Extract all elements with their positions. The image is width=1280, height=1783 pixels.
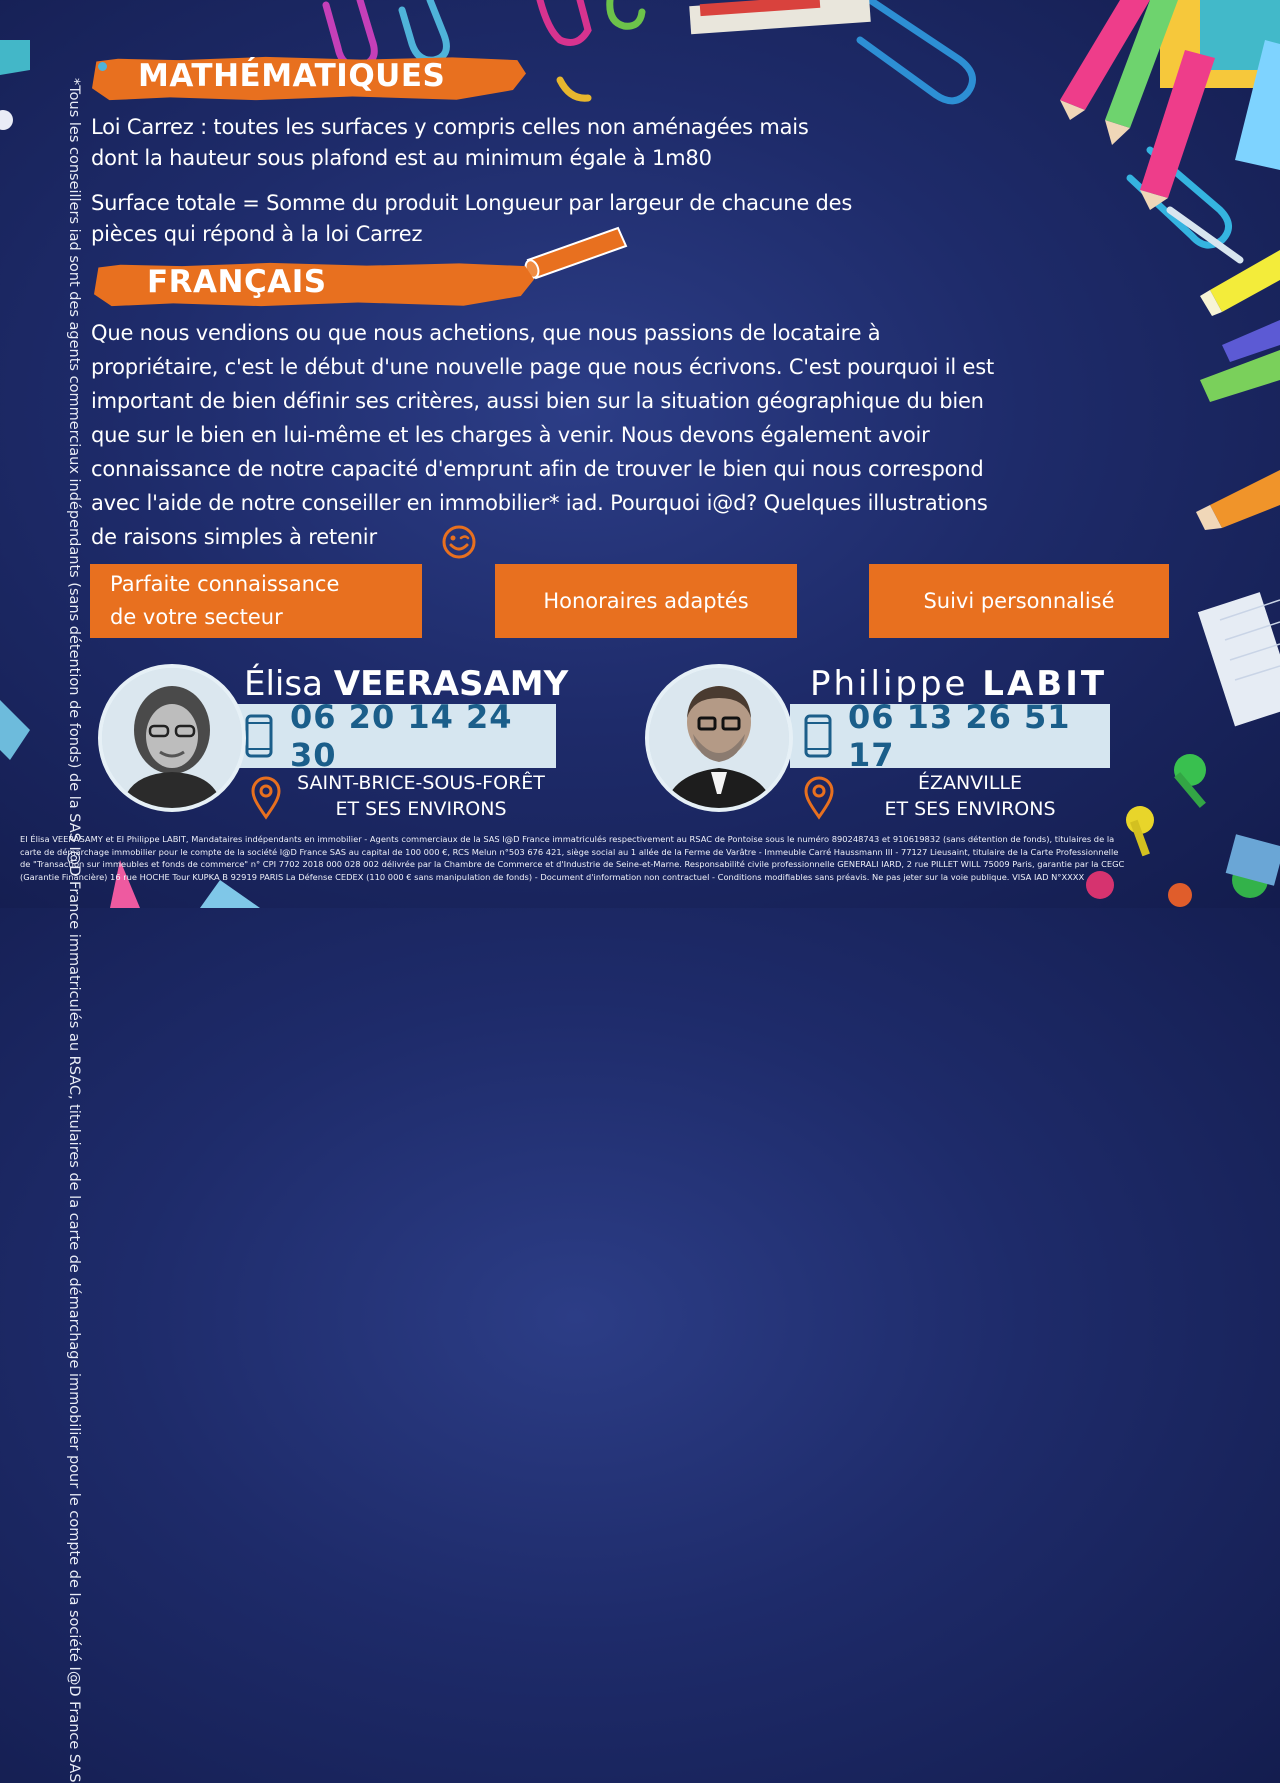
city-elisa <box>284 770 558 822</box>
math-title: MATHÉMATIQUES <box>138 58 446 94</box>
city-philippe <box>870 770 1070 822</box>
last-name-philippe: LABIT <box>982 664 1108 704</box>
math-text-line-3: Surface totale = Somme du produit Longueur par largeur de chacune des <box>91 191 853 215</box>
badge-secteur-line-1: Parfaite connaissance <box>110 572 340 596</box>
phone-box-elisa <box>232 698 556 774</box>
francais-text-line-7: de raisons simples à retenir <box>91 525 377 549</box>
city-elisa-line-2: ET SES ENVIRONS <box>335 798 507 820</box>
avatar-elisa-portrait <box>102 668 242 808</box>
city-philippe-line-1: ÉZANVILLE <box>917 772 1022 794</box>
phone-number-philippe[interactable]: 06 13 26 51 17 <box>848 698 1071 774</box>
first-name-philippe: Philippe <box>810 664 969 704</box>
badge-suivi <box>869 564 1169 638</box>
location-pin-icon <box>803 776 835 820</box>
badge-secteur <box>90 564 422 638</box>
wink-smiley-icon <box>441 524 477 560</box>
name-elisa <box>244 664 568 704</box>
avatar-philippe <box>645 664 793 812</box>
location-pin-icon <box>250 776 282 820</box>
francais-text-line-2: propriétaire, c'est le début d'une nouvelle page que nous écrivons. C'est pourquoi il est <box>91 355 995 379</box>
last-name-elisa: VEERASAMY <box>333 664 569 704</box>
paperclip-icon <box>610 0 642 26</box>
side-disclaimer: *Tous les conseillers iad sont des agents commerciaux indépendants (sans détention de fonds) de la SAS I@D France immatriculés au RSAC, titulaires de la carte de démarchage immobilier pour le compte de la société I@D France SAS <box>66 78 82 1783</box>
city-elisa-line-1: SAINT-BRICE-SOUS-FORÊT <box>297 772 545 794</box>
badge-secteur-line-2: de votre secteur <box>110 605 283 629</box>
chalk-icon <box>520 220 640 280</box>
francais-text-line-4: que sur le bien en lui-même et les charges à venir. Nous devons également avoir <box>91 423 930 447</box>
avatar-philippe-portrait <box>649 668 789 808</box>
legal-notice: EI Élisa VEERASAMY et EI Philippe LABIT, Mandataires indépendants en immobilier - Agents commerciaux de la SAS I@D France immatriculés respectivement au RSAC de Pontoise sous le numéro 890248743 et 910619832 (sans détention de fonds), titulaires de la carte de démarchage immobilier pour le compte de la société I@D France SAS au capital de 100 000 €, RCS Melun n°503 676 421, siège social au 1 allée de la Ferme de Varâtre - Immeuble Carré Haussmann III - 77127 Lieusaint, titulaire de la Carte Professionnelle de "Transaction sur immeubles et fonds de commerce" n° CPI 7702 2018 000 028 002 délivrée par la Chambre de Commerce et d'Industrie de Seine-et-Marne. Responsabilité civile professionnelle GENERALI IARD, 2 rue PILLET WILL 75009 Paris, garantie par la CEGC (Garantie Financière) 16 rue HOCHE Tour KUPKA B 92919 PARIS La Défense CEDEX (110 000 € sans manipulation de fonds) - Document d'information non contractuel - Conditions modifiables sans préavis. Ne pas jeter sur la voie publique. VISA IAD N°XXXX <box>20 834 1125 882</box>
bullet-dot-icon <box>98 62 107 71</box>
francais-text-line-5: connaissance de notre capacité d'emprunt afin de trouver le bien qui nous correspond <box>91 457 984 481</box>
paperclip-icon <box>326 0 374 66</box>
francais-text-line-3: important de bien définir ses critères, aussi bien sur la situation géographique du bien <box>91 389 984 413</box>
paperclip-icon <box>860 0 973 101</box>
badge-honoraires-label: Honoraires adaptés <box>543 588 749 613</box>
math-text-line-2: dont la hauteur sous plafond est au minimum égale à 1m80 <box>91 146 712 170</box>
first-name-elisa: Élisa <box>244 664 323 704</box>
badge-suivi-label: Suivi personnalisé <box>923 588 1115 613</box>
francais-title: FRANÇAIS <box>147 264 327 300</box>
avatar-elisa <box>98 664 246 812</box>
math-text-line-4: pièces qui répond à la loi Carrez <box>91 222 423 246</box>
phone-number-elisa[interactable]: 06 20 14 24 30 <box>290 698 513 774</box>
name-philippe <box>810 664 1107 704</box>
paperclip-icon <box>560 80 588 98</box>
phone-icon <box>803 714 833 758</box>
paperclip-icon <box>540 0 588 42</box>
francais-text-line-6: avec l'aide de notre conseiller en immobilier* iad. Pourquoi i@d? Quelques illustrations <box>91 491 988 515</box>
phone-box-philippe <box>790 698 1110 774</box>
paperclip-icon <box>402 0 446 60</box>
badge-honoraires <box>495 564 797 638</box>
phone-icon <box>244 714 274 758</box>
math-text-line-1: Loi Carrez : toutes les surfaces y compris celles non aménagées mais <box>91 115 809 139</box>
city-philippe-line-2: ET SES ENVIRONS <box>884 798 1056 820</box>
francais-text-line-1: Que nous vendions ou que nous achetions, que nous passions de locataire à <box>91 321 881 345</box>
